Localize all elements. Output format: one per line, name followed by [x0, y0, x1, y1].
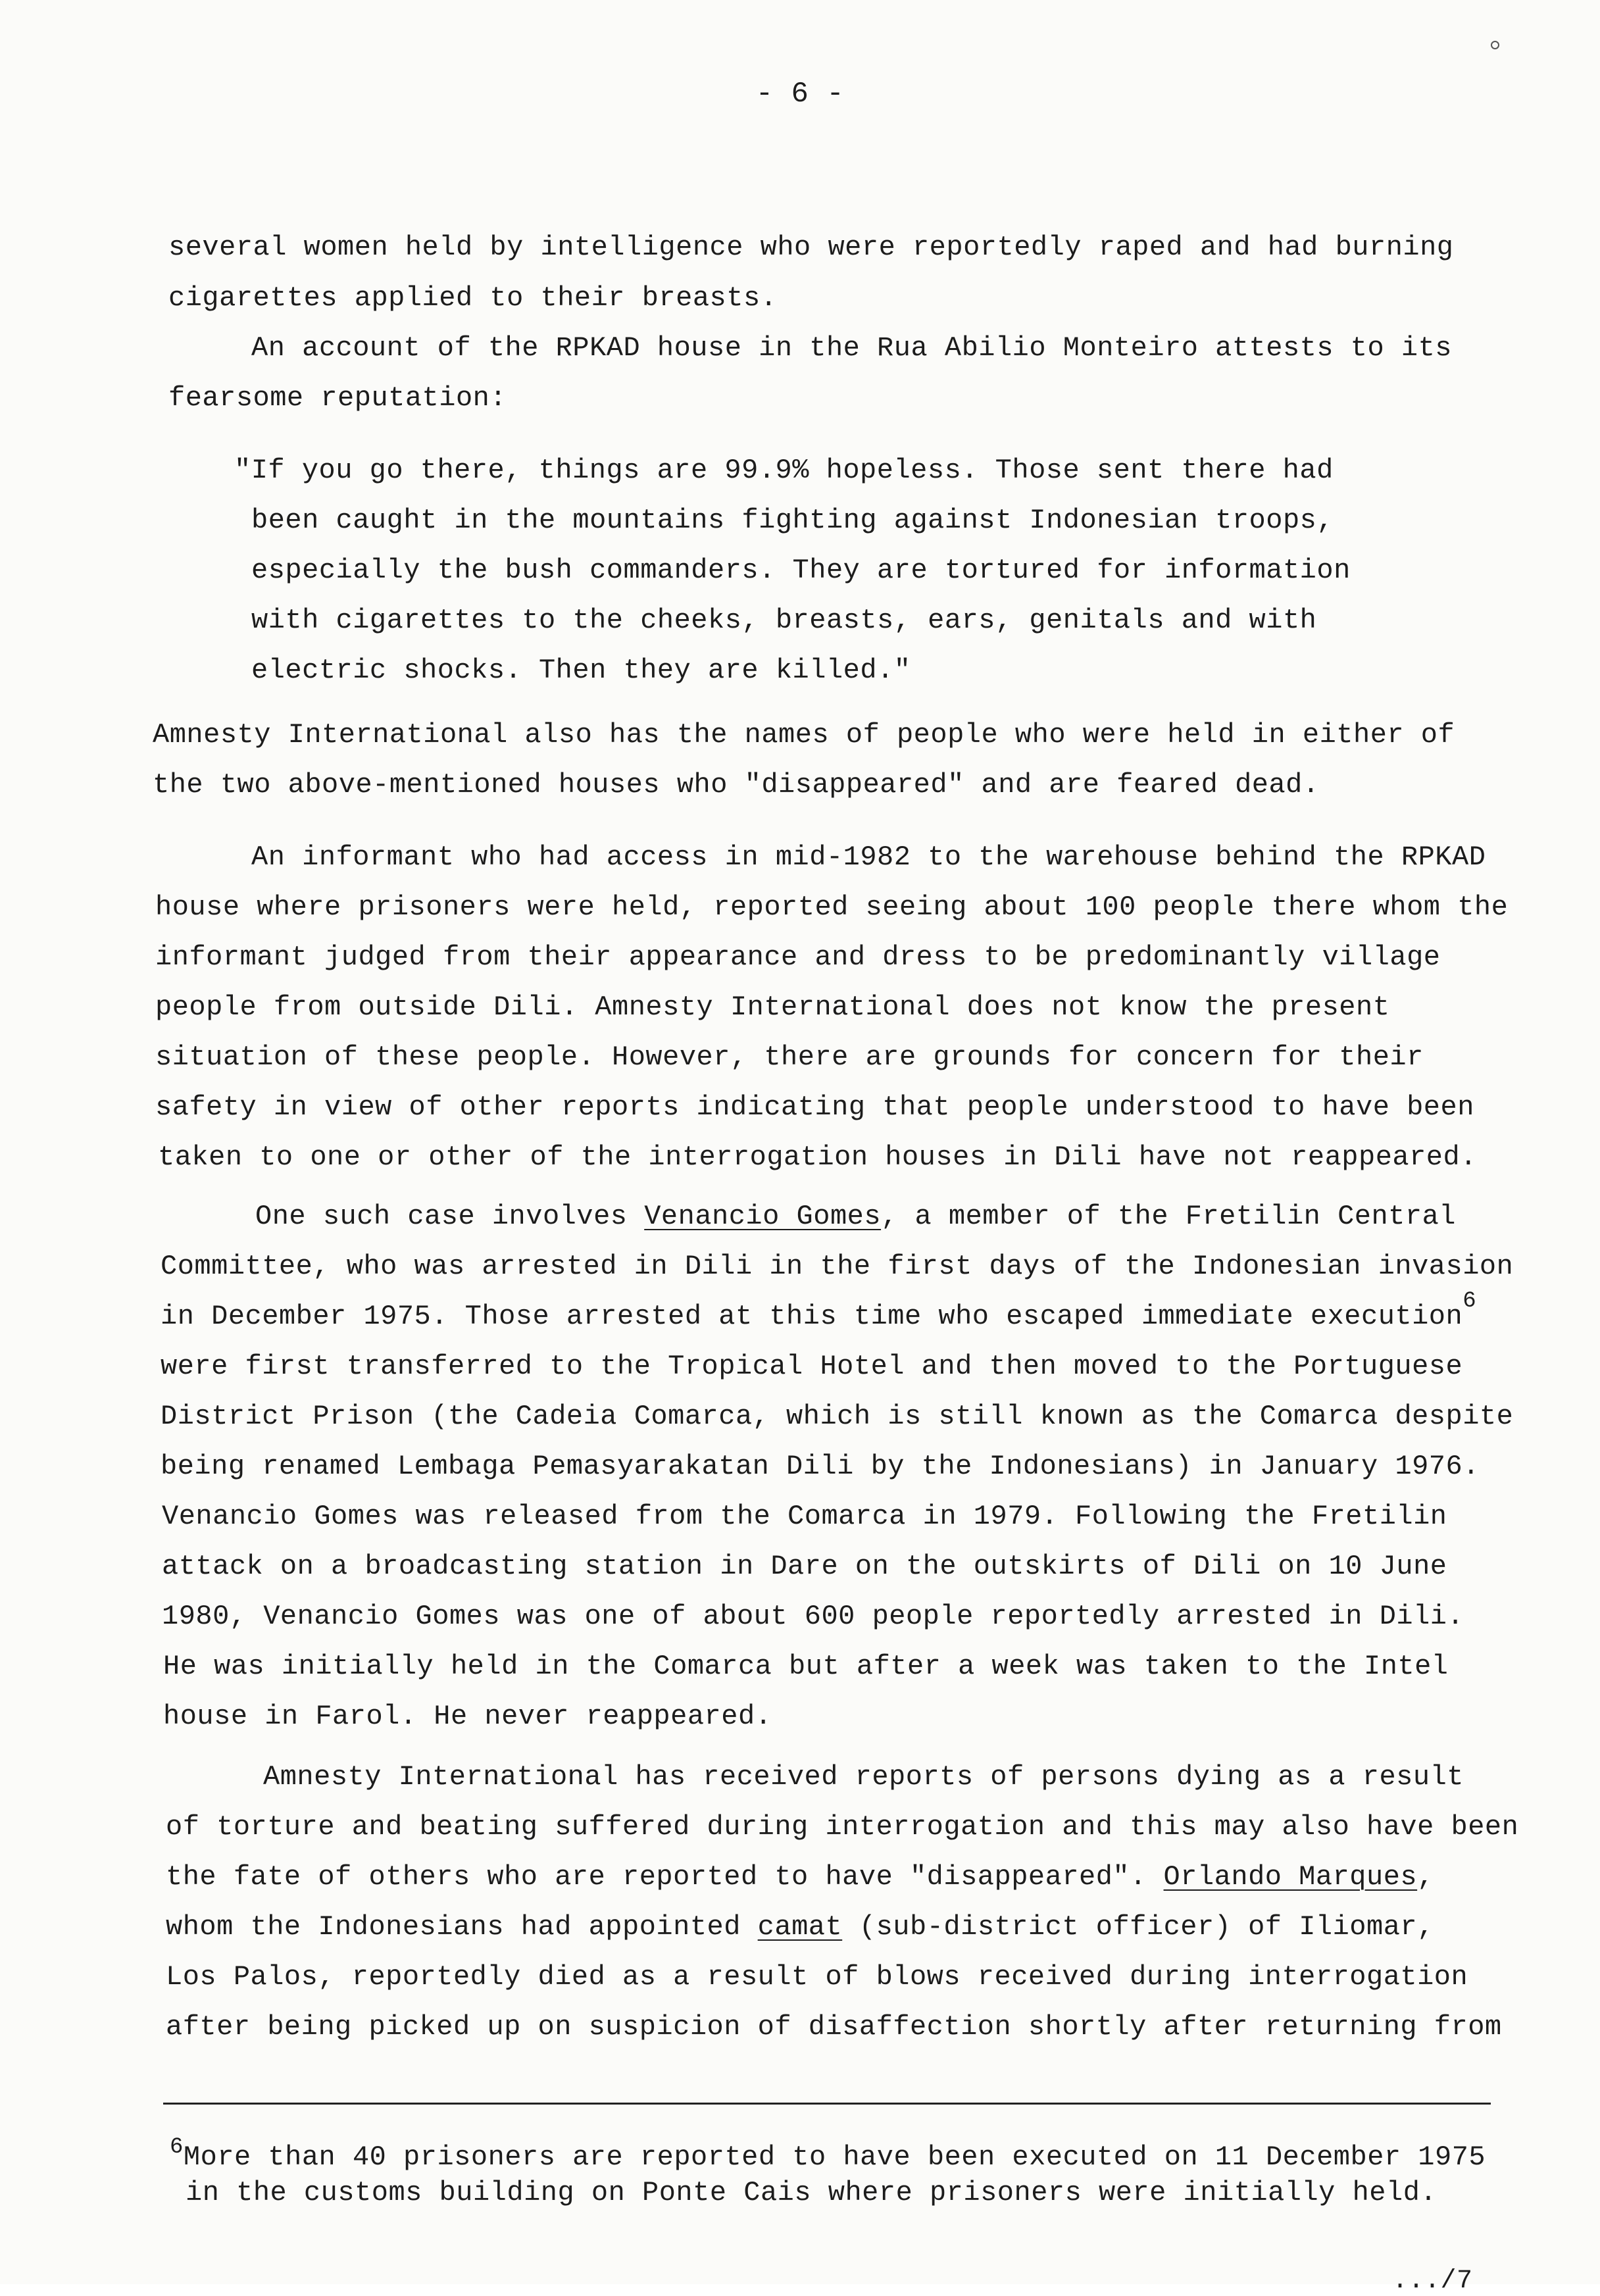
footnote-ref: 6 — [1462, 1289, 1477, 1314]
text-line: fearsome reputation: — [168, 382, 507, 414]
text-line: people from outside Dili. Amnesty International does not know the present — [155, 991, 1390, 1023]
quote-line: especially the bush commanders. They are tortured for information — [251, 555, 1351, 586]
text-segment: , a member of the Fretilin Central — [881, 1201, 1457, 1232]
text-line: 1980, Venancio Gomes was one of about 600 people reportedly arrested in Dili. — [162, 1601, 1464, 1632]
text-line: Amnesty International also has the names of people who were held in either of — [153, 719, 1455, 751]
text-line: attack on a broadcasting station in Dare on the outskirts of Dili on 10 June — [162, 1551, 1447, 1582]
text-line: Committee, who was arrested in Dili in the first days of the Indonesian invasion — [161, 1251, 1514, 1282]
text-line: safety in view of other reports indicating that people understood to have been — [155, 1091, 1474, 1123]
text-line: after being picked up on suspicion of disaffection shortly after returning from — [166, 2011, 1502, 2043]
quote-line: electric shocks. Then they are killed." — [251, 655, 911, 686]
text-line — [166, 1913, 1434, 1941]
quote-line: been caught in the mountains fighting against Indonesian troops, — [251, 505, 1334, 536]
text-line: taken to one or other of the interrogation houses in Dili have not reappeared. — [158, 1141, 1477, 1173]
quote-line: "If you go there, things are 99.9% hopeless. Those sent there had — [234, 455, 1334, 486]
text-line: the two above-mentioned houses who "disappeared" and are feared dead. — [153, 769, 1320, 801]
page-number: - 6 - — [755, 78, 845, 111]
footnote-divider — [163, 2103, 1491, 2105]
text-line: informant judged from their appearance and dress to be predominantly village — [155, 941, 1441, 973]
text-line: being renamed Lembaga Pemasyarakatan Dili by the Indonesians) in January 1976. — [161, 1451, 1480, 1482]
text-line: An account of the RPKAD house in the Rua Abilio Monteiro attests to its — [251, 332, 1452, 364]
text-segment: in December 1975. Those arrested at this time who escaped immediate execution — [161, 1301, 1463, 1332]
term-camat: camat — [757, 1911, 843, 1943]
text-line: house in Farol. He never reappeared. — [163, 1701, 772, 1732]
name-orlando-marques: Orlando Marques — [1163, 1861, 1418, 1893]
margin-dot — [1491, 41, 1499, 49]
quote-line: with cigarettes to the cheeks, breasts, ears, genitals and with — [251, 605, 1317, 636]
footnote-line — [170, 2135, 1486, 2173]
text-line: District Prison (the Cadeia Comarca, which is still known as the Comarca despite — [161, 1401, 1514, 1432]
text-line: Amnesty International has received reports of persons dying as a result — [263, 1761, 1464, 1793]
text-segment: whom the Indonesians had appointed — [166, 1911, 758, 1943]
text-line: several women held by intelligence who were reportedly raped and had burning — [168, 232, 1454, 263]
text-line: Venancio Gomes was released from the Comarca in 1979. Following the Fretilin — [162, 1501, 1447, 1532]
text-line: were first transferred to the Tropical Hotel and then moved to the Portuguese — [161, 1351, 1463, 1382]
footnote-line: in the customs building on Ponte Cais where prisoners were initially held. — [186, 2177, 1438, 2209]
name-venancio-gomes: Venancio Gomes — [644, 1201, 882, 1232]
text-segment: One such case involves — [255, 1201, 645, 1232]
text-line: of torture and beating suffered during interrogation and this may also have been — [166, 1811, 1519, 1843]
text-line: He was initially held in the Comarca but after a week was taken to the Intel — [163, 1651, 1449, 1682]
text-line — [255, 1203, 1456, 1230]
text-line — [161, 1289, 1477, 1332]
text-line: house where prisoners were held, reported seeing about 100 people there whom the — [155, 891, 1509, 923]
text-segment: (sub-district officer) of Iliomar, — [842, 1911, 1434, 1943]
text-line: situation of these people. However, there are grounds for concern for their — [155, 1041, 1424, 1073]
text-line: An informant who had access in mid-1982 to the warehouse behind the RPKAD — [251, 841, 1486, 873]
text-segment: More than 40 prisoners are reported to have been executed on 11 December 1975 — [183, 2141, 1486, 2173]
text-segment: the fate of others who are reported to have "disappeared". — [166, 1861, 1164, 1893]
text-segment: , — [1417, 1861, 1434, 1893]
text-line: cigarettes applied to their breasts. — [168, 282, 778, 314]
continuation-marker: .../7 — [1392, 2266, 1473, 2296]
text-line: Los Palos, reportedly died as a result of blows received during interrogation — [166, 1961, 1468, 1993]
footnote-mark: 6 — [170, 2135, 184, 2160]
text-line — [166, 1863, 1434, 1891]
